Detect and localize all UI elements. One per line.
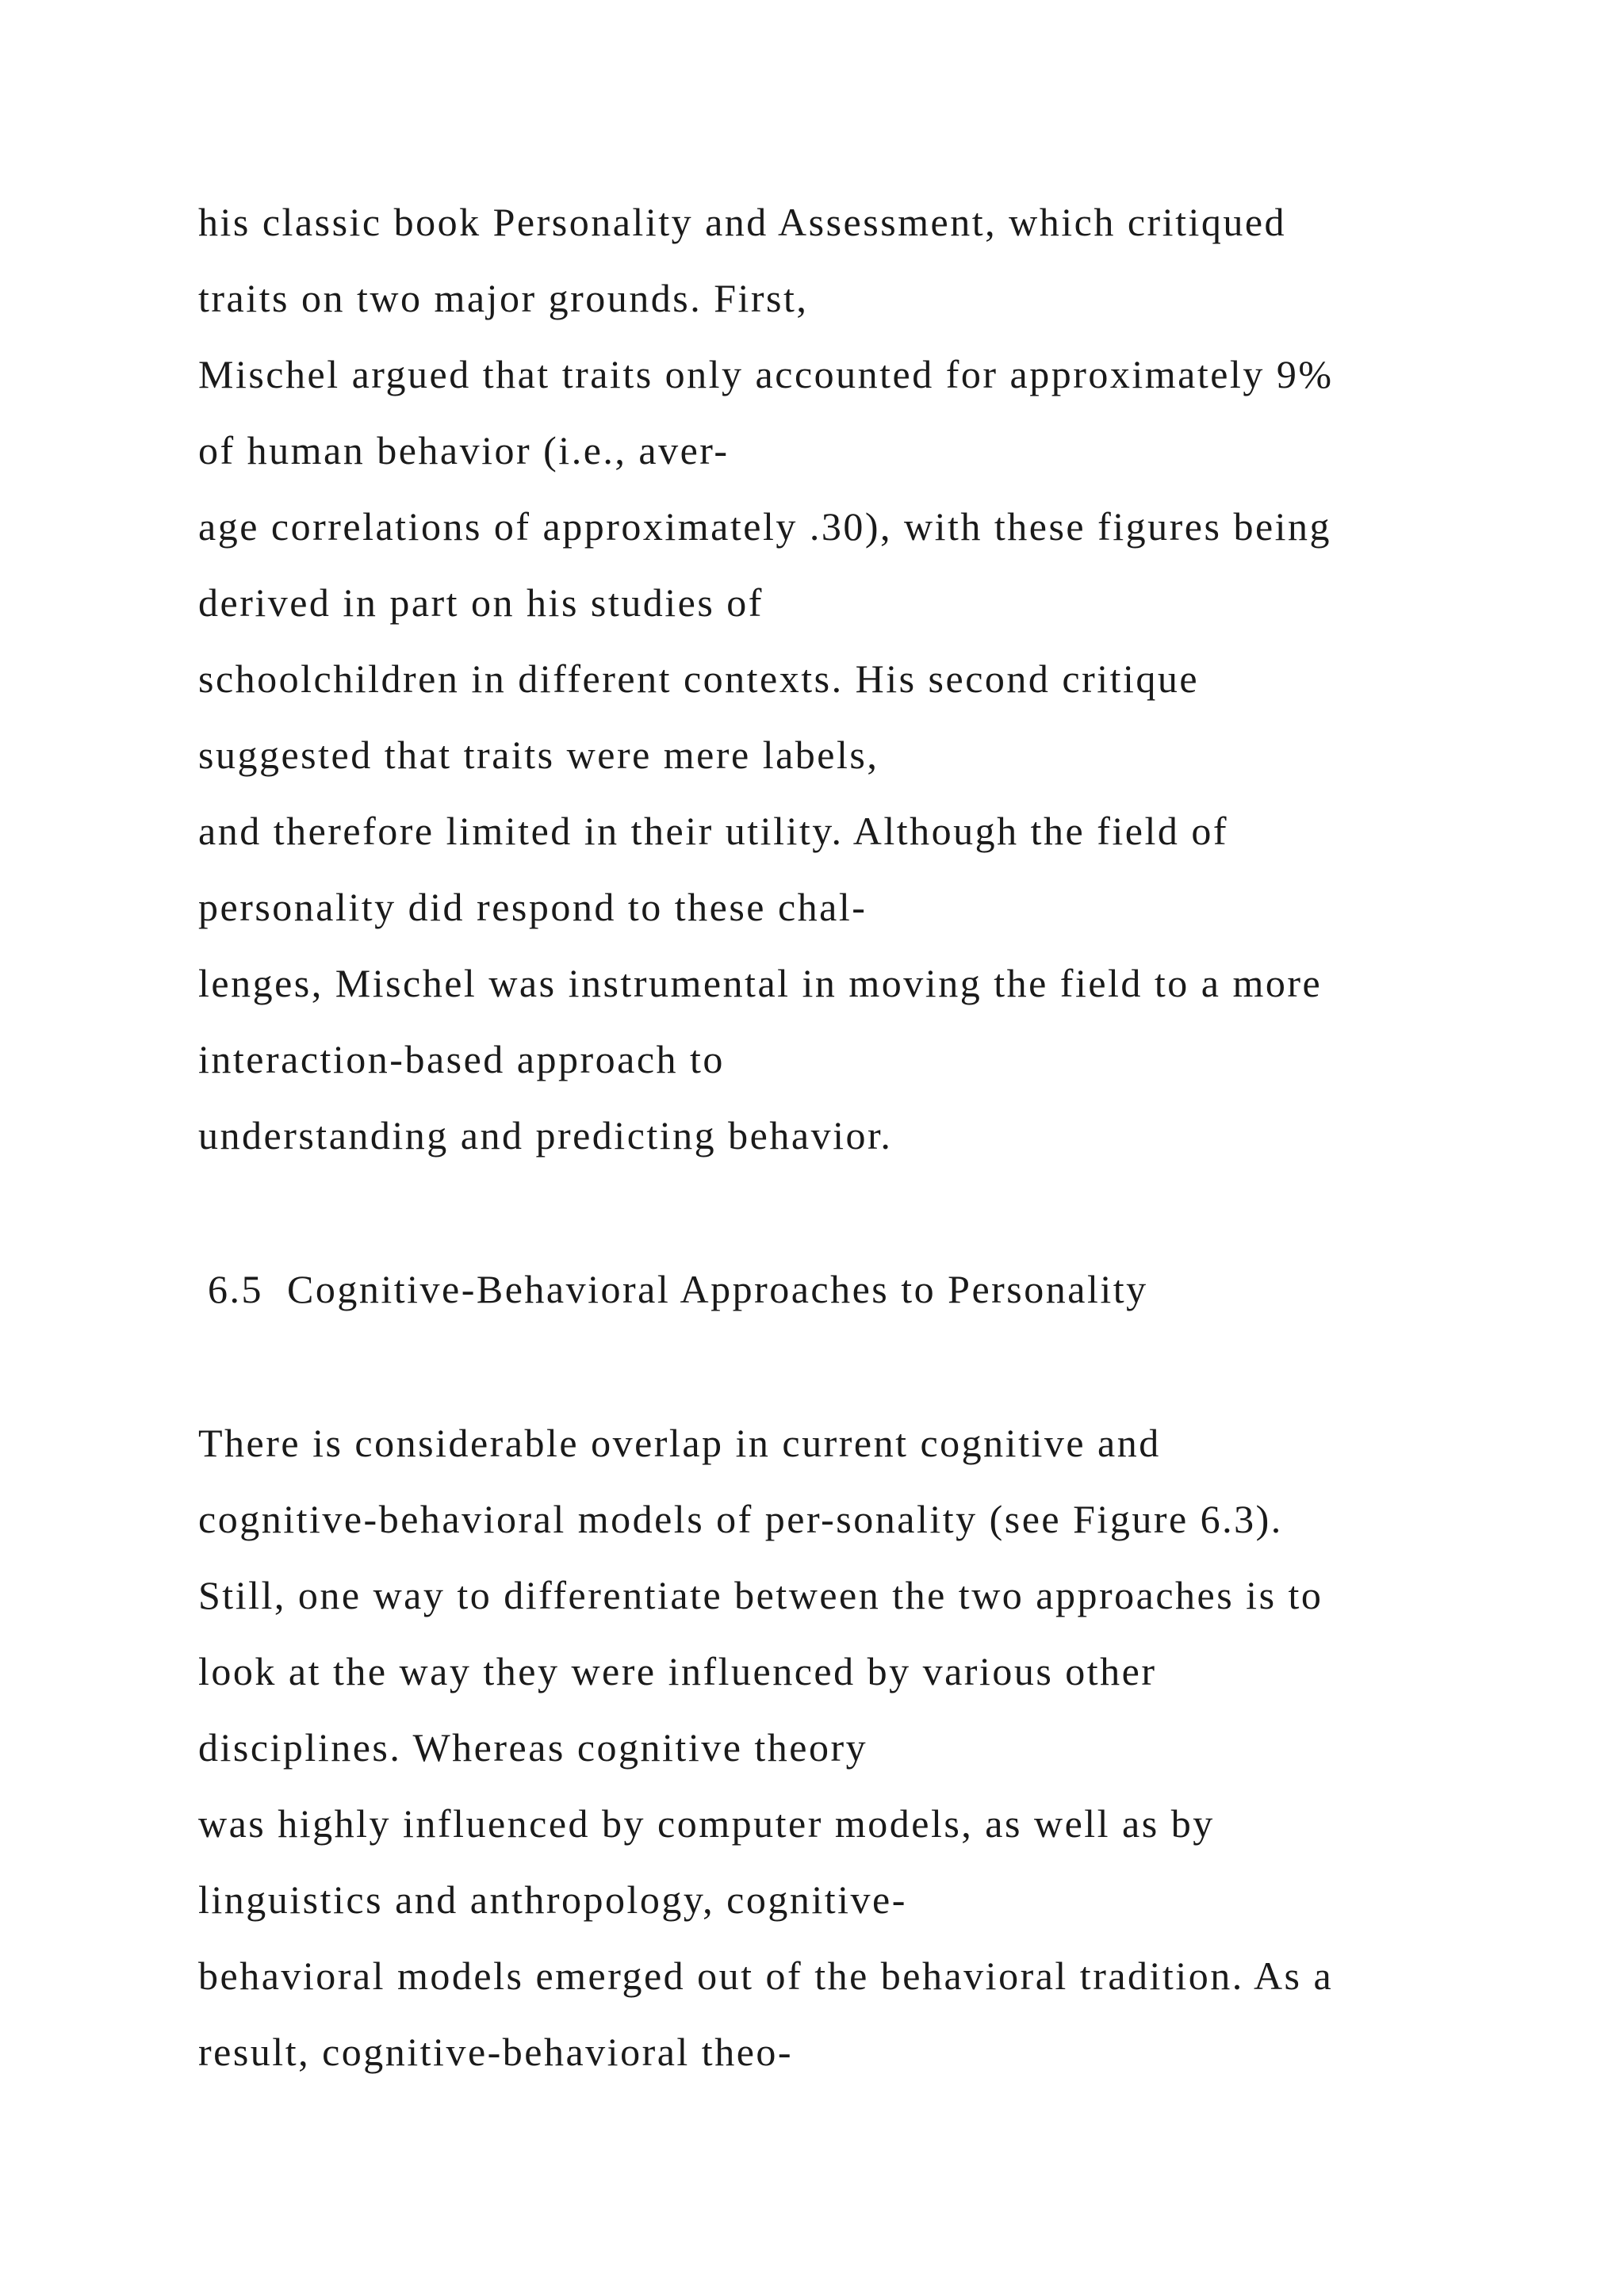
body-text-line: schoolchildren in different contexts. His second critique bbox=[198, 656, 1200, 701]
section-heading bbox=[208, 1265, 1148, 1313]
body-text-line: result, cognitive-behavioral theo- bbox=[198, 2030, 794, 2074]
section-title: Cognitive-Behavioral Approaches to Personality bbox=[287, 1267, 1148, 1311]
body-text-line: and therefore limited in their utility. Although the field of bbox=[198, 809, 1228, 853]
body-text-line: interaction-based approach to bbox=[198, 1037, 725, 1081]
body-text-line: disciplines. Whereas cognitive theory bbox=[198, 1725, 868, 1770]
body-text-line: Mischel argued that traits only accounted for approximately 9% bbox=[198, 352, 1334, 396]
body-text-line: cognitive-behavioral models of per-sonality (see Figure 6.3). bbox=[198, 1497, 1283, 1541]
body-text-line: of human behavior (i.e., aver- bbox=[198, 428, 730, 473]
body-text-line: look at the way they were influenced by various other bbox=[198, 1649, 1157, 1693]
body-text-line: linguistics and anthropology, cognitive- bbox=[198, 1877, 907, 1922]
section-spacer bbox=[263, 1267, 287, 1311]
body-text-line: lenges, Mischel was instrumental in moving the field to a more bbox=[198, 961, 1323, 1005]
body-text-line: suggested that traits were mere labels, bbox=[198, 733, 879, 777]
body-text-line: understanding and predicting behavior. bbox=[198, 1113, 893, 1158]
body-text-line: behavioral models emerged out of the behavioral tradition. As a bbox=[198, 1954, 1334, 1998]
body-text-line: personality did respond to these chal- bbox=[198, 885, 868, 929]
body-text-line: There is considerable overlap in current cognitive and bbox=[198, 1421, 1161, 1465]
body-text-line: Still, one way to differentiate between the two approaches is to bbox=[198, 1573, 1323, 1617]
body-text-line: age correlations of approximately .30), with these figures being bbox=[198, 504, 1332, 549]
body-text-line: traits on two major grounds. First, bbox=[198, 276, 809, 320]
body-text-line: was highly influenced by computer models, as well as by bbox=[198, 1801, 1215, 1846]
body-text-line: his classic book Personality and Assessment, which critiqued bbox=[198, 200, 1287, 244]
section-number: 6.5 bbox=[208, 1267, 263, 1311]
body-text-line: derived in part on his studies of bbox=[198, 580, 764, 625]
